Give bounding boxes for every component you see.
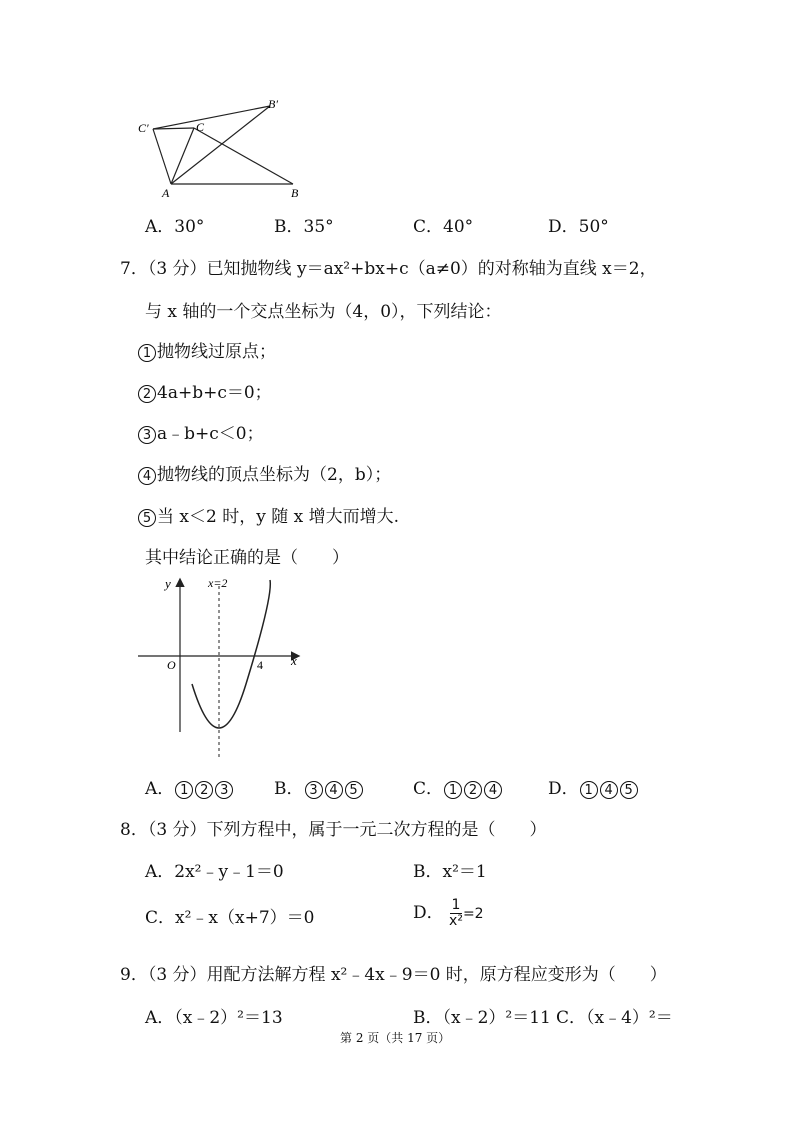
circled-number: 4 (484, 781, 502, 799)
option-text: 35° (303, 217, 334, 237)
question-score: （3 分） (147, 965, 207, 985)
q7-conclusion-1 (137, 337, 276, 362)
circled-number: 5 (345, 781, 363, 799)
page-footer: 第 2 页（共 17 页） (340, 1031, 451, 1045)
parabola-curve (192, 580, 270, 728)
question-text: 用配方法解方程 x²﹣4x﹣9＝0 时，原方程应变形为（ ） (206, 965, 667, 985)
circled-number: 5 (138, 509, 156, 527)
q9-option-a[interactable] (145, 1003, 283, 1028)
circled-number: 4 (325, 781, 343, 799)
option-letter: D． (413, 903, 444, 923)
label-b-prime: B′ (268, 97, 278, 111)
circled-number: 4 (138, 467, 156, 485)
q8-option-d[interactable] (413, 898, 484, 929)
label-a: A (162, 186, 170, 200)
conclusion-text: a﹣b+c＜0； (157, 424, 264, 444)
option-letter: A． (145, 217, 175, 237)
question-text: 已知抛物线 y＝ax²+bx+c（a≠0）的对称轴为直线 x＝2， (206, 259, 657, 279)
conclusion-text: 当 x＜2 时，y 随 x 增大而增大. (157, 507, 400, 527)
option-text: （x﹣2）²＝11 (442, 1008, 551, 1028)
option-letter: C． (413, 217, 444, 237)
circled-number: 1 (580, 781, 598, 799)
circled-number: 2 (138, 385, 156, 403)
question-number: 7． (120, 259, 148, 279)
circled-number: 3 (215, 781, 233, 799)
label-b: B (291, 186, 299, 200)
fraction (449, 898, 463, 929)
q6-option-c[interactable] (413, 212, 473, 237)
q6-option-a[interactable] (145, 212, 204, 237)
circled-number: 1 (444, 781, 462, 799)
q7-conclusion-2 (137, 378, 272, 403)
circled-number: 1 (138, 344, 156, 362)
circled-number: 4 (600, 781, 618, 799)
label-c: C (196, 120, 205, 134)
conclusion-text: 抛物线过原点； (157, 342, 276, 362)
option-letter: C． (413, 779, 444, 799)
option-text: 50° (578, 217, 609, 237)
q7-option-a[interactable] (145, 774, 234, 799)
q9-stem (120, 960, 667, 985)
q7-stem-line1 (120, 254, 657, 279)
option-text: x²﹣x（x+7）＝0 (175, 908, 315, 928)
segment-cprime-a (153, 129, 171, 184)
q7-option-c[interactable] (413, 774, 503, 799)
equation-rhs: =2 (462, 906, 484, 922)
option-letter: A． (145, 862, 175, 882)
segment-a-bprime (171, 106, 270, 184)
circled-number: 1 (175, 781, 193, 799)
q7-conclusion-5 (137, 502, 399, 527)
label-y: y (165, 576, 171, 591)
circled-number: 2 (464, 781, 482, 799)
q6-option-d[interactable] (548, 212, 609, 237)
triangle-rotation-figure (130, 95, 320, 205)
q7-conclusion-3 (137, 419, 264, 444)
segment-c-b (194, 128, 293, 184)
option-text: 40° (443, 217, 474, 237)
conclusion-text: 4a+b+c＝0； (157, 383, 272, 403)
q8-option-c[interactable] (145, 903, 314, 928)
q7-conclusion-4 (137, 460, 391, 485)
option-letter: B． (413, 1008, 443, 1028)
option-letter: A． (145, 1008, 175, 1028)
label-x: x (291, 653, 297, 668)
option-letter: C． (556, 1008, 587, 1028)
q6-option-b[interactable] (274, 212, 334, 237)
question-score: （3 分） (147, 259, 207, 279)
option-letter: A． (145, 779, 175, 799)
option-text: 2x²﹣y﹣1＝0 (174, 862, 284, 882)
option-letter: B． (413, 862, 443, 882)
option-text: x²＝1 (442, 862, 487, 882)
circled-number: 3 (305, 781, 323, 799)
circled-number: 3 (138, 426, 156, 444)
q8-stem (120, 815, 547, 840)
option-letter: B． (274, 779, 304, 799)
q9-option-c[interactable] (556, 1003, 673, 1028)
option-text: （x﹣2）²＝13 (174, 1008, 283, 1028)
option-letter: D． (548, 779, 579, 799)
question-score: （3 分） (147, 820, 207, 840)
q8-option-b[interactable] (413, 857, 487, 882)
fraction-numerator: 1 (451, 897, 461, 913)
option-text: 30° (174, 217, 205, 237)
option-text: （x﹣4）²＝ (586, 1008, 673, 1028)
option-letter: D． (548, 217, 579, 237)
option-letter: B． (274, 217, 304, 237)
q7-ask: 其中结论正确的是（ ） (145, 548, 349, 568)
circled-number: 5 (620, 781, 638, 799)
label-root: 4 (257, 658, 263, 672)
option-letter: C． (145, 908, 176, 928)
label-c-prime: C′ (138, 121, 149, 135)
label-origin: O (167, 658, 176, 672)
segment-cprime-bprime (153, 106, 270, 129)
conclusion-text: 抛物线的顶点坐标为（2，b）； (157, 465, 392, 485)
q8-option-a[interactable] (145, 857, 284, 882)
label-symmetry-axis: x=2 (208, 576, 228, 590)
question-number: 9． (120, 965, 148, 985)
q7-option-d[interactable] (548, 774, 639, 799)
circled-number: 2 (195, 781, 213, 799)
question-text: 下列方程中，属于一元二次方程的是（ ） (206, 820, 547, 840)
q7-option-b[interactable] (274, 774, 364, 799)
parabola-graph (130, 572, 310, 762)
fraction-denominator: x² (449, 913, 463, 929)
question-number: 8． (120, 820, 148, 840)
q7-stem-line2: 与 x 轴的一个交点坐标为（4，0），下列结论： (145, 302, 502, 322)
q9-option-b[interactable] (413, 1003, 551, 1028)
